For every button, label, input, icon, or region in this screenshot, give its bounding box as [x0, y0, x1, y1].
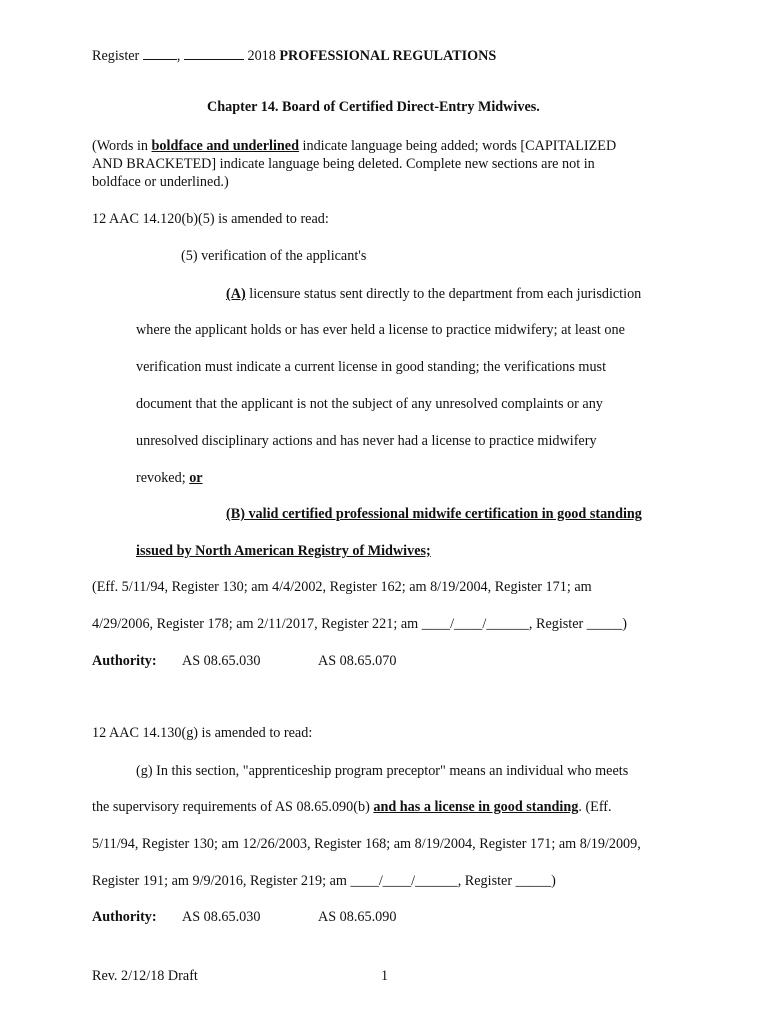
authority-1-statute-b: AS 08.65.070: [318, 653, 397, 669]
authority-2-label: Authority:: [92, 909, 157, 925]
legend-rest: indicate language being added; words [CAPITALIZED: [298, 138, 617, 154]
subpara-a-line-5: unresolved disciplinary actions and has never had a license to practice midwifery: [136, 433, 597, 449]
amendment-1-intro: 12 AAC 14.120(b)(5) is amended to read:: [92, 211, 329, 227]
subpara-b-line-1: (B) valid certified professional midwife certification in good standing: [226, 506, 642, 522]
subpara-b-line-2: issued by North American Registry of Midwives;: [136, 543, 431, 559]
legend-bold-underlined: boldface and underlined: [151, 138, 299, 154]
register-date-blank: [184, 47, 244, 60]
footer-revision: Rev. 2/12/18 Draft: [92, 968, 198, 984]
subpara-a-line-6: [136, 469, 203, 487]
footer-page-number: 1: [381, 968, 389, 984]
subpara-a-line-4: document that the applicant is not the subject of any unresolved complaints or any: [136, 396, 603, 412]
subsection-g-line-2: [92, 798, 612, 816]
register-label: Register: [92, 48, 140, 64]
legend-open: (Words in: [92, 138, 152, 154]
amendment-2-intro: 12 AAC 14.130(g) is amended to read:: [92, 725, 313, 741]
subpara-a-line-3: verification must indicate a current license in good standing; the verifications must: [136, 359, 607, 375]
authority-1-statute-a: AS 08.65.030: [182, 653, 261, 669]
subsection-g-text: the supervisory requirements of AS 08.65.090(b): [92, 799, 374, 815]
legend-line-3: boldface or underlined.): [92, 174, 229, 190]
authority-2-statute-a: AS 08.65.030: [182, 909, 261, 925]
subpara-a-marker: (A): [226, 286, 246, 302]
subsection-g-line-3: 5/11/94, Register 130; am 12/26/2003, Register 168; am 8/19/2004, Register 171; am 8/19/2009,: [92, 836, 641, 852]
subsection-g-line-4: Register 191; am 9/9/2016, Register 219; am ____/____/______, Register _____): [92, 873, 556, 889]
history-1-line-1: (Eff. 5/11/94, Register 130; am 4/4/2002, Register 162; am 8/19/2004, Register 171; am: [92, 579, 592, 595]
chapter-title: Chapter 14. Board of Certified Direct-Entry Midwives.: [207, 99, 540, 115]
subsection-g-end: . (Eff.: [578, 799, 612, 815]
history-1-line-2: 4/29/2006, Register 178; am 2/11/2017, Register 221; am ____/____/______, Register _____): [92, 616, 628, 632]
legend-line-1: [92, 137, 616, 155]
subpara-a-revoked: revoked;: [136, 470, 190, 486]
authority-1-label: Authority:: [92, 653, 157, 669]
subsection-g-line-1: (g) In this section, "apprenticeship program preceptor" means an individual who meets: [136, 763, 629, 779]
subsection-g-added-text: and has a license in good standing: [373, 799, 579, 815]
page-header: [92, 47, 496, 65]
amendment-1-para-5: (5) verification of the applicant's: [181, 248, 367, 264]
header-section-title: PROFESSIONAL REGULATIONS: [279, 48, 497, 64]
subpara-a-line-2: where the applicant holds or has ever held a license to practice midwifery; at least one: [136, 322, 625, 338]
subpara-a-text: licensure status sent directly to the department from each jurisdiction: [245, 286, 642, 302]
register-number-blank: [143, 47, 177, 60]
authority-2-statute-b: AS 08.65.090: [318, 909, 397, 925]
subpara-a-line-1: [226, 285, 641, 303]
subpara-a-or: or: [189, 470, 203, 486]
header-comma: ,: [176, 48, 181, 64]
header-year: 2018: [247, 48, 276, 64]
legend-line-2: AND BRACKETED] indicate language being deleted. Complete new sections are not in: [92, 156, 595, 172]
